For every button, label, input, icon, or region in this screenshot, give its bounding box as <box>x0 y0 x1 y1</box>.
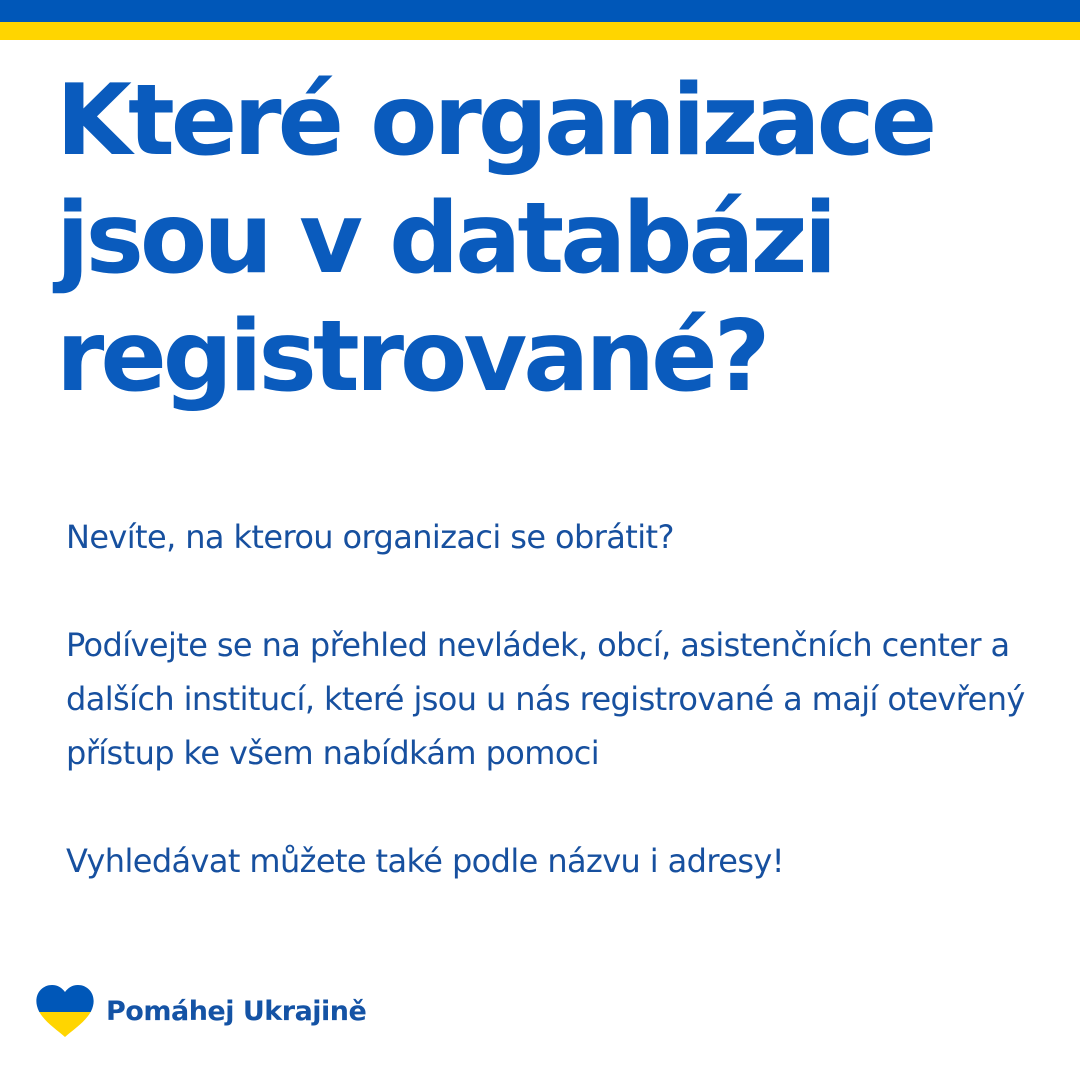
search-tip-paragraph: Vyhledávat můžete také podle názvu i adresy! <box>66 842 784 880</box>
ukraine-flag-stripe <box>0 0 1080 40</box>
brand-name: Pomáhej Ukrajině <box>106 995 367 1027</box>
flag-yellow-band <box>0 22 1080 40</box>
heart-icon <box>34 983 96 1039</box>
headline-line-1: Které organizace <box>56 64 934 178</box>
headline-line-3: registrované? <box>56 300 767 414</box>
question-paragraph: Nevíte, na kterou organizaci se obrátit? <box>66 518 674 556</box>
description-paragraph: Podívejte se na přehled nevládek, obcí, asistenčních center a dalších institucí, které jsou u nás registrované a mají otevřený přístup ke všem nabídkám pomoci <box>66 626 1025 772</box>
headline-line-2: jsou v databázi <box>56 182 834 296</box>
page-title <box>56 62 1056 416</box>
body-text <box>66 510 1026 888</box>
brand-logo <box>34 983 366 1039</box>
flag-blue-band <box>0 0 1080 22</box>
